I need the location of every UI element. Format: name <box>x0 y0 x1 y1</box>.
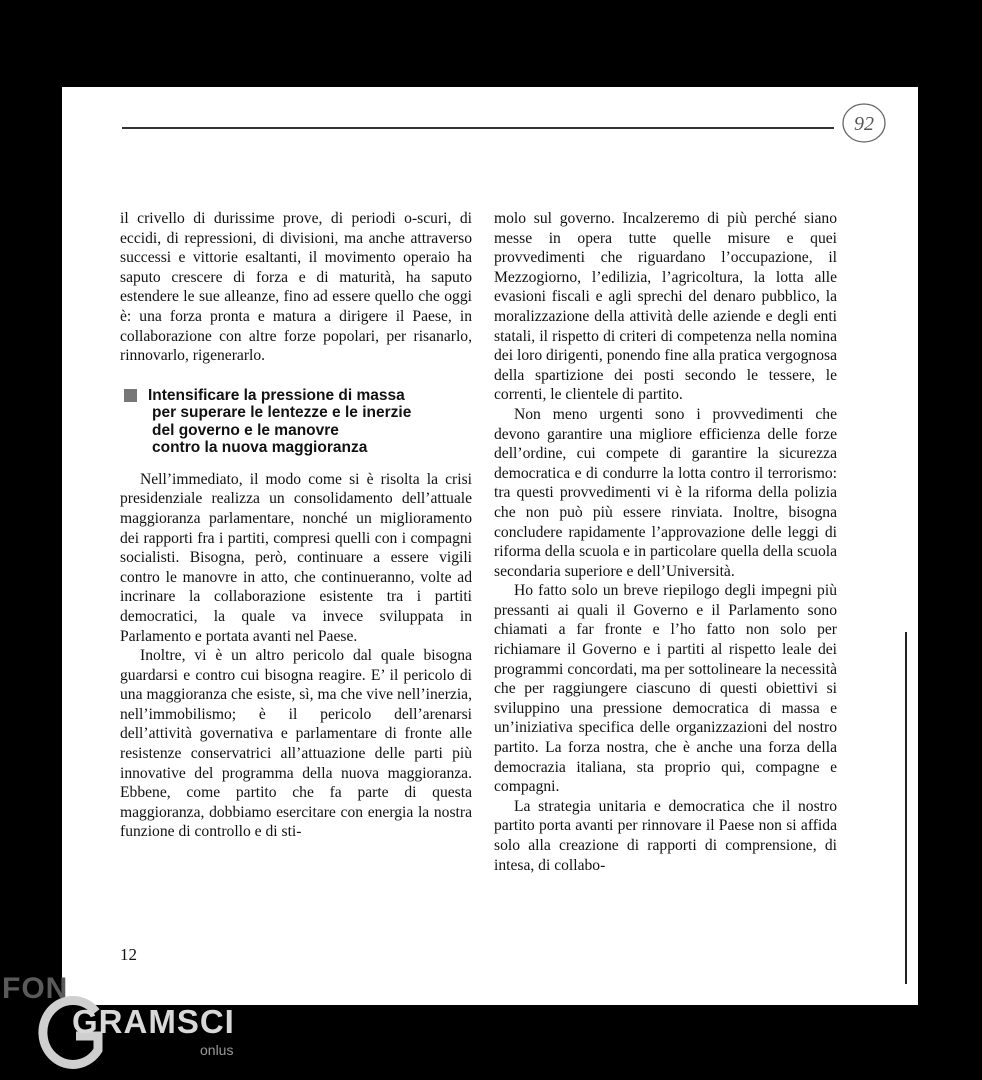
page-mark-label: 92 <box>854 113 874 135</box>
section-heading <box>120 387 472 457</box>
paragraph: Non meno urgenti sono i provvedimenti che devono garantire una migliore efficienza delle forze dell’ordine, cui compete di garantire la sicurezza democratica e di condurre la lotta contro il terrorismo: tra questi provvedimenti vi è la riforma della polizia che non può più essere rinviata. Inoltre, bisogna concludere rapidamente l’approvazione delle leggi di riforma della scuola e in particolare quella della scuola secondaria superiore e dell’Università. <box>494 405 837 580</box>
heading-line: contro la nuova maggioranza <box>152 439 368 457</box>
paragraph: Nell’immediato, il modo come si è risolta la crisi presidenziale realizza un consolidamento dell’attuale maggioranza parlamentare, nonché un miglioramento dei rapporti fra i partiti, compresi quelli con i compagni socialisti. Bisogna, però, continuare a essere vigili contro le manovre in atto, che continueranno, volte ad incrinare la collaborazione esistente tra i partiti democratici, la quale va invece sviluppata in Parlamento e portata avanti nel Paese. <box>120 470 472 645</box>
header-rule <box>122 127 834 129</box>
left-column <box>120 209 472 842</box>
heading-line: Intensificare la pressione di massa <box>148 386 405 404</box>
scanned-page <box>62 87 918 1005</box>
paragraph: il crivello di durissime prove, di periodi o-scuri, di eccidi, di repressioni, di divisioni, ma anche attraverso successi e vittorie esaltanti, il movimento operaio ha saputo crescere di forza e di maturità, ha saputo estendere le sue alleanze, fino ad essere quello che oggi è: una forza pronta e matura a dirigere il Paese, in collaborazione con altre forze popolari, per risanarlo, rinnovarlo, rigenerarlo. <box>120 210 472 365</box>
watermark-logo <box>0 968 260 1080</box>
scan-margin-line <box>905 632 907 984</box>
watermark-text: onlus <box>200 1042 234 1058</box>
paragraph: La strategia unitaria e democratica che il nostro partito porta avanti per rinnovare il Paese non si affida solo alla creazione di rapporti di comprensione, di intesa, di collabo- <box>494 797 837 874</box>
page-number: 12 <box>120 945 137 964</box>
paragraph: molo sul governo. Incalzeremo di più perché siano messe in opera tutte quelle misure e quei provvedimenti che riguardano l’occupazione, il Mezzogiorno, l’edilizia, l’agricoltura, la lotta alle evasioni fiscali e agli sprechi del denaro pubblico, la moralizzazione della attività delle aziende e degli enti statali, il rispetto di criteri di competenza nella nomina dei loro dirigenti, ponendo fine alla pratica vergognosa della spartizione dei posti secondo le tessere, le correnti, le clientele di partito. <box>494 210 837 404</box>
heading-line: per superare le lentezze e le inerzie <box>152 404 412 422</box>
heading-line: del governo e le manovre <box>152 421 339 439</box>
right-column <box>494 209 837 875</box>
square-bullet-icon <box>124 389 137 402</box>
paragraph: Inoltre, vi è un altro pericolo dal quale bisogna guardarsi e contro cui bisogna reagire. E’ il pericolo di una maggioranza che esiste, sì, ma che vive nell’inerzia, nell’immobilismo; è il pericolo dell’arenarsi dell’attività governativa e parlamentare di fronte alle resistenze conservatrici all’attuazione delle parti più innovative del programma della nuova maggioranza. Ebbene, come partito che fa parte di questa maggioranza, dobbiamo esercitare con energia la nostra funzione di controllo e di sti- <box>120 647 472 841</box>
watermark-text: FON <box>2 972 69 1005</box>
watermark-text: GRAMSCI <box>72 1003 235 1040</box>
paragraph: Ho fatto solo un breve riepilogo degli impegni più pressanti ai quali il Governo e il Parlamento sono chiamati a far fronte e l’ho fatto non solo per richiamare il Governo e i partiti al rispetto leale dei programmi concordati, ma per sottolineare la necessità che per raggiungere ciascuno di questi obiettivi si sviluppino una pressione democratica di massa e un’iniziativa specifica delle organizzazioni del nostro partito. La forza nostra, che è anche una forza della democrazia italiana, sta proprio qui, compagne e compagni. <box>494 582 837 796</box>
page-mark-circle <box>840 99 888 147</box>
